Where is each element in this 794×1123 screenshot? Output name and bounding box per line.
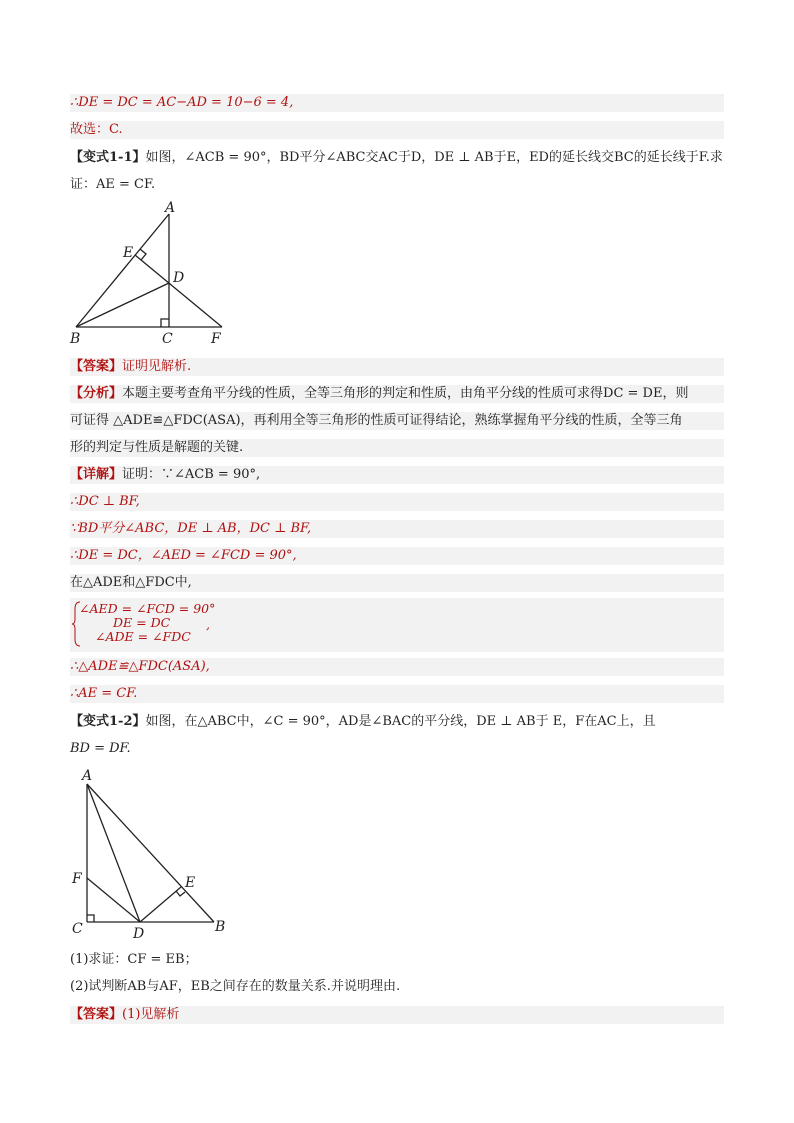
question-text: (1)求证：CF = EB； bbox=[70, 952, 198, 967]
detail-line-6 bbox=[70, 658, 724, 676]
variant-1-2-line-1 bbox=[70, 713, 724, 731]
segment-AB bbox=[76, 214, 169, 327]
analysis-text: 本题主要考查角平分线的性质，全等三角形的判定和性质，由角平分线的性质可求得DC = DE，则 bbox=[122, 386, 689, 401]
system-eq-1: ∠AED = ∠FCD = 90° bbox=[79, 601, 216, 616]
answer-tag: 【答案】 bbox=[70, 1007, 123, 1022]
detail-tag: 【详解】 bbox=[70, 467, 123, 482]
label-B: B bbox=[215, 919, 226, 935]
segment-AB bbox=[87, 784, 214, 922]
label-F: F bbox=[211, 331, 221, 347]
proof-step: 在△ADE和△FDC中, bbox=[70, 575, 192, 590]
detail-text: 证明：∵∠ACB = 90°, bbox=[122, 467, 261, 482]
label-E: E bbox=[123, 245, 134, 261]
label-F: F bbox=[72, 871, 82, 887]
analysis-text: 可证得 △ADE≌△FDC(ASA)，再利用全等三角形的性质可证得结论，熟练掌握角平分线的性质，全等三角 bbox=[70, 413, 683, 428]
question-text: (2)试判断AB与AF，EB之间存在的数量关系.并说明理由. bbox=[70, 979, 401, 994]
solution-line-1 bbox=[70, 94, 724, 112]
variant-text: 如图，在△ABC中，∠C = 90°，AD是∠BAC的平分线，DE ⊥ AB于 E，F在AC上，且 bbox=[145, 714, 656, 729]
analysis-text: 形的判定与性质是解题的关键. bbox=[70, 440, 244, 455]
question-1 bbox=[70, 951, 724, 969]
detail-line-2 bbox=[70, 493, 724, 511]
variant-1-1-line-2 bbox=[70, 176, 724, 194]
right-angle-E bbox=[176, 891, 185, 896]
variant-text: 如图，∠ACB = 90°，BD平分∠ABC交AC于D，DE ⊥ AB于E，ED的延长线交BC的延长线于F.求 bbox=[145, 150, 723, 165]
system-eq-3: ∠ADE = ∠FDC bbox=[95, 629, 191, 644]
detail-line-1 bbox=[70, 466, 724, 484]
detail-line-4 bbox=[70, 547, 724, 565]
label-A: A bbox=[165, 200, 176, 216]
proof-step: ∵BD平分∠ABC，DE ⊥ AB，DC ⊥ BF, bbox=[70, 521, 312, 536]
right-angle-E bbox=[140, 249, 146, 260]
label-D: D bbox=[133, 926, 145, 942]
analysis-line-2 bbox=[70, 412, 724, 430]
variant-tag: 【变式1-2】 bbox=[70, 714, 146, 729]
answer-tag: 【答案】 bbox=[70, 359, 123, 374]
proof-step: ∴DE = DC，∠AED = ∠FCD = 90°, bbox=[70, 548, 297, 563]
right-angle-C bbox=[87, 915, 94, 922]
detail-line-5 bbox=[70, 574, 724, 592]
label-B: B bbox=[70, 331, 81, 347]
figure-2-triangle bbox=[66, 764, 236, 942]
answer-text: 证明见解析. bbox=[122, 359, 192, 374]
answer-text: (1)见解析 bbox=[122, 1007, 180, 1022]
segment-BD bbox=[76, 283, 169, 327]
answer-choice-line bbox=[70, 121, 724, 139]
detail-line-3 bbox=[70, 520, 724, 538]
system-eq-2: DE = DC bbox=[113, 615, 171, 630]
question-2 bbox=[70, 978, 724, 996]
variant-text: BD = DF. bbox=[70, 741, 131, 756]
variant-text: 证：AE = CF. bbox=[70, 177, 156, 192]
label-D: D bbox=[173, 270, 185, 286]
segment-AD bbox=[87, 784, 140, 922]
system-comma: , bbox=[206, 617, 210, 632]
label-A: A bbox=[82, 768, 93, 784]
analysis-tag: 【分析】 bbox=[70, 386, 123, 401]
segment-EF bbox=[135, 255, 222, 327]
variant-tag: 【变式1-1】 bbox=[70, 150, 146, 165]
analysis-line-1 bbox=[70, 385, 724, 403]
detail-line-7 bbox=[70, 685, 724, 703]
proof-step: ∴DC ⊥ BF, bbox=[70, 494, 140, 509]
equation-text: ∴DE = DC = AC−AD = 10−6 = 4, bbox=[70, 95, 294, 110]
figure-1-triangle bbox=[66, 200, 236, 350]
choice-text: 故选：C. bbox=[70, 122, 123, 137]
answer-1-line bbox=[70, 358, 724, 376]
analysis-line-3 bbox=[70, 439, 724, 457]
label-C: C bbox=[162, 331, 173, 347]
answer-2-line bbox=[70, 1006, 724, 1024]
proof-step: ∴AE = CF. bbox=[70, 686, 138, 701]
segment-DE bbox=[140, 887, 181, 922]
proof-step: ∴△ADE≌△FDC(ASA), bbox=[70, 659, 210, 674]
variant-1-2-line-2 bbox=[70, 740, 724, 758]
label-C: C bbox=[72, 921, 83, 937]
variant-1-1-line-1 bbox=[70, 149, 724, 167]
right-angle-C bbox=[161, 319, 169, 327]
label-E: E bbox=[185, 875, 196, 891]
